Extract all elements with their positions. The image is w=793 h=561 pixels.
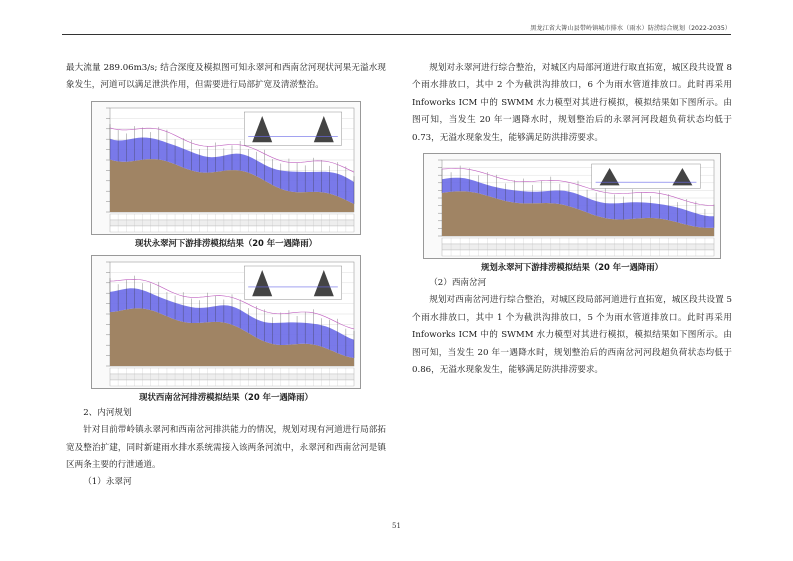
page-header: 黑龙江省大箐山县带岭镇城市排水（雨水）防涝综合规划（2022-2035） — [530, 25, 731, 32]
profile-chart-1 — [91, 101, 361, 235]
right-paragraph-2: 规划对西南岔河进行综合整治，对城区段局部河道进行直拓宽，城区段共设置 5 个雨水排放口，其中 1 个为截洪沟排放口，5 个为雨水管道排放口。此时再采用 Infoworks ICM 中的 SWMM 水力模型对其进行模拟，模拟结果如下图所示。由图可知，当发生 20 年一遇降水时，规划整治后的西南岔河河段超负荷状态均低于 0.86，无溢水现象发生，能够满足防洪排涝要求。 — [412, 295, 732, 376]
page-number: 51 — [392, 522, 401, 530]
left-column — [66, 60, 386, 492]
caption-current-xinancha: 现状西南岔河排涝模拟结果（20 年一遇降雨） — [139, 391, 313, 402]
right-paragraph-1: 规划对永翠河进行综合整治，对城区内局部河道进行取直拓宽，城区段共设置 8 个雨水排放口，其中 2 个为截洪沟排放口，6 个为雨水管道排放口。此时再采用 Infoworks ICM 中的 SWMM 水力模型对其进行模拟，模拟结果如下图所示。由图可知，当发生 20 年一遇降水时，规划整治后的永翠河河段超负荷状态均低于 0.73，无溢水现象发生，能够满足防洪排涝要求。 — [412, 63, 732, 143]
subheading-xinancha: （2）西南岔河 — [429, 278, 487, 289]
right-column — [412, 60, 732, 379]
profile-chart-3 — [423, 153, 721, 259]
subheading-yongcui: （1）永翠河 — [83, 477, 132, 488]
left-paragraph-1: 最大流量 289.06m3/s; 结合深度及模拟图可知永翠河和西南岔河现状河果无溢水现象发生，河道可以满足泄洪作用，但需要进行局部扩宽及清淤整治。 — [66, 63, 386, 91]
header-rule — [62, 34, 731, 35]
caption-planned-yongcui: 规划永翠河下游排涝模拟结果（20 年一遇降雨） — [480, 262, 664, 273]
caption-current-yongcui: 现状永翠河下游排涝模拟结果（20 年一遇降雨） — [134, 237, 318, 248]
section-heading: 2、内河规划 — [83, 407, 132, 418]
profile-chart-2 — [91, 255, 361, 389]
left-paragraph-2: 针对目前带岭镇永翠河和西南岔河排洪能力的情况，规划对现有河道进行局部拓宽及整治扩建，同时新建雨水排水系统需接入该两条河流中，永翠河和西南岔河是镇区两条主要的行泄通道。 — [66, 425, 386, 471]
